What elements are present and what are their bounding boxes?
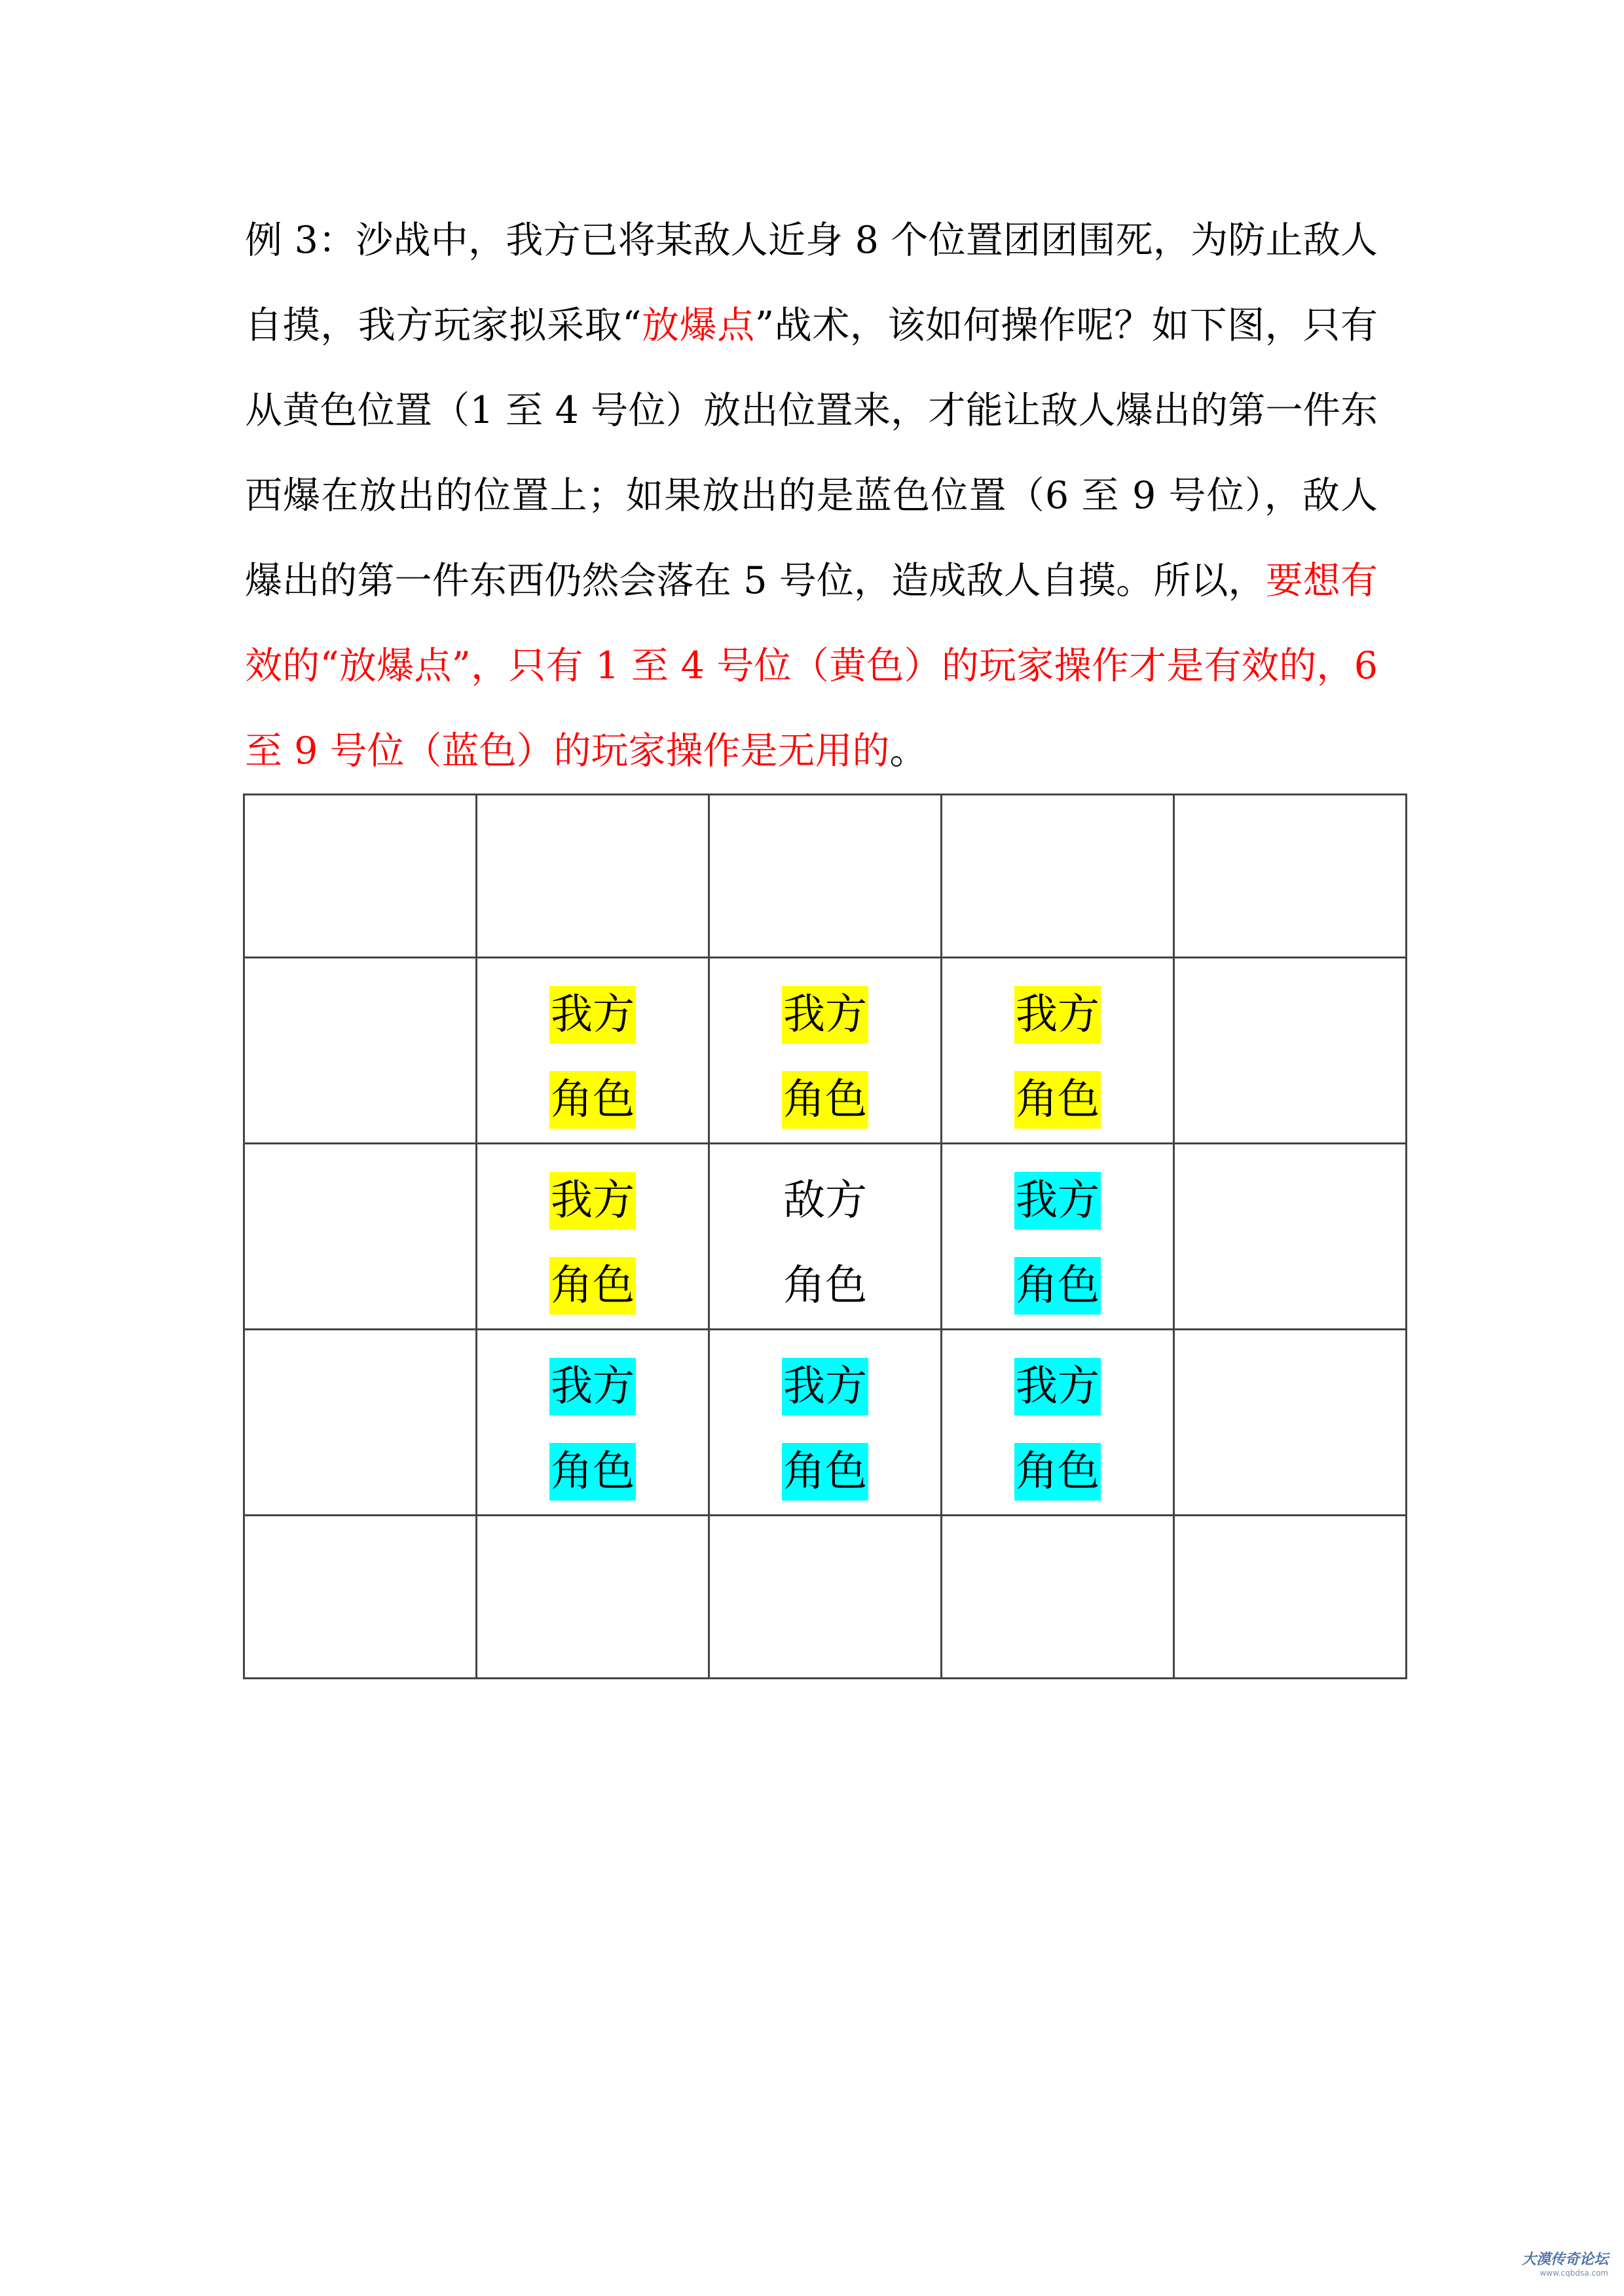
para-seg4-red: 要想有效的“放爆点”，只有 1 至 4 号位（黄色）的玩家操作才是有效的，6 至 9 号位（蓝色）的玩家操作是无用的 — [245, 559, 1378, 773]
cell-label-line2: 角色 — [1014, 1071, 1101, 1129]
cell-label-line2: 角色 — [1014, 1443, 1101, 1501]
grid-cell-our-cyan — [709, 1330, 942, 1516]
grid-cell — [477, 1516, 709, 1679]
grid-row-4 — [244, 1330, 1407, 1516]
cell-label-line1: 我方 — [549, 1172, 636, 1230]
grid-cell — [1174, 795, 1407, 958]
position-grid — [243, 793, 1407, 1679]
cell-label-line1: 我方 — [549, 1358, 636, 1415]
cell-label-line2: 角色 — [549, 1443, 636, 1501]
watermark-logo — [1522, 2248, 1608, 2278]
para-seg2-red: 放爆点 — [641, 304, 755, 347]
cell-label-line1: 我方 — [1014, 1358, 1101, 1415]
cell-label-line2: 角色 — [783, 1262, 867, 1310]
cell-label-line1: 我方 — [782, 986, 868, 1044]
para-seg3: ”战术，该如何操作呢？如下图，只有从黄色位置（1 至 4 号位）放出位置来，才能让敌人爆出的第一件东西爆在放出的位置上；如果放出的是蓝色位置（6 至 9 号位），敌人爆出的第一件东西仍然会落在 5 号位，造成敌人自摸。所以， — [245, 304, 1378, 602]
grid-cell-our-cyan — [942, 1330, 1174, 1516]
grid-row-1 — [244, 795, 1407, 958]
grid-cell-our-cyan — [942, 1144, 1174, 1330]
watermark-line1: 大漠传奇论坛 — [1521, 2251, 1608, 2268]
grid-cell-our-cyan — [477, 1330, 709, 1516]
grid-cell — [1174, 958, 1407, 1144]
watermark-line2: www.cqbdsa.com — [1540, 2269, 1608, 2278]
grid-cell — [244, 1516, 477, 1679]
grid-cell — [244, 1144, 477, 1330]
grid-cell — [1174, 1144, 1407, 1330]
grid-cell — [1174, 1516, 1407, 1679]
cell-label-line1: 我方 — [549, 986, 636, 1044]
grid-row-3 — [244, 1144, 1407, 1330]
para-seg5: 。 — [889, 729, 927, 773]
grid-cell — [1174, 1330, 1407, 1516]
grid-cell-our-yellow — [709, 958, 942, 1144]
cell-label-line2: 角色 — [1014, 1257, 1101, 1315]
body-paragraph — [245, 198, 1378, 793]
grid-cell — [477, 795, 709, 958]
cell-label-line2: 角色 — [782, 1443, 868, 1501]
grid-cell-our-yellow — [477, 1144, 709, 1330]
grid-cell — [244, 795, 477, 958]
grid-cell — [244, 1330, 477, 1516]
grid-row-5 — [244, 1516, 1407, 1679]
cell-label-line1: 我方 — [1014, 986, 1101, 1044]
grid-cell — [942, 1516, 1174, 1679]
para-seg1: 例 3：沙战中，我方已将某敌人近身 8 个位置团团围死，为防止敌人自摸，我方玩家拟采取“ — [245, 219, 1378, 347]
cell-label-line2: 角色 — [782, 1071, 868, 1129]
cell-label-line1: 敌方 — [783, 1176, 867, 1225]
cell-label-line2: 角色 — [549, 1257, 636, 1315]
grid-cell — [244, 958, 477, 1144]
grid-cell-enemy — [709, 1144, 942, 1330]
grid-cell — [709, 795, 942, 958]
grid-cell-our-yellow — [942, 958, 1174, 1144]
cell-label-line2: 角色 — [549, 1071, 636, 1129]
cell-label-line1: 我方 — [1014, 1172, 1101, 1230]
grid-cell-our-yellow — [477, 958, 709, 1144]
grid-row-2 — [244, 958, 1407, 1144]
cell-label-line1: 我方 — [782, 1358, 868, 1415]
grid-cell — [709, 1516, 942, 1679]
grid-cell — [942, 795, 1174, 958]
